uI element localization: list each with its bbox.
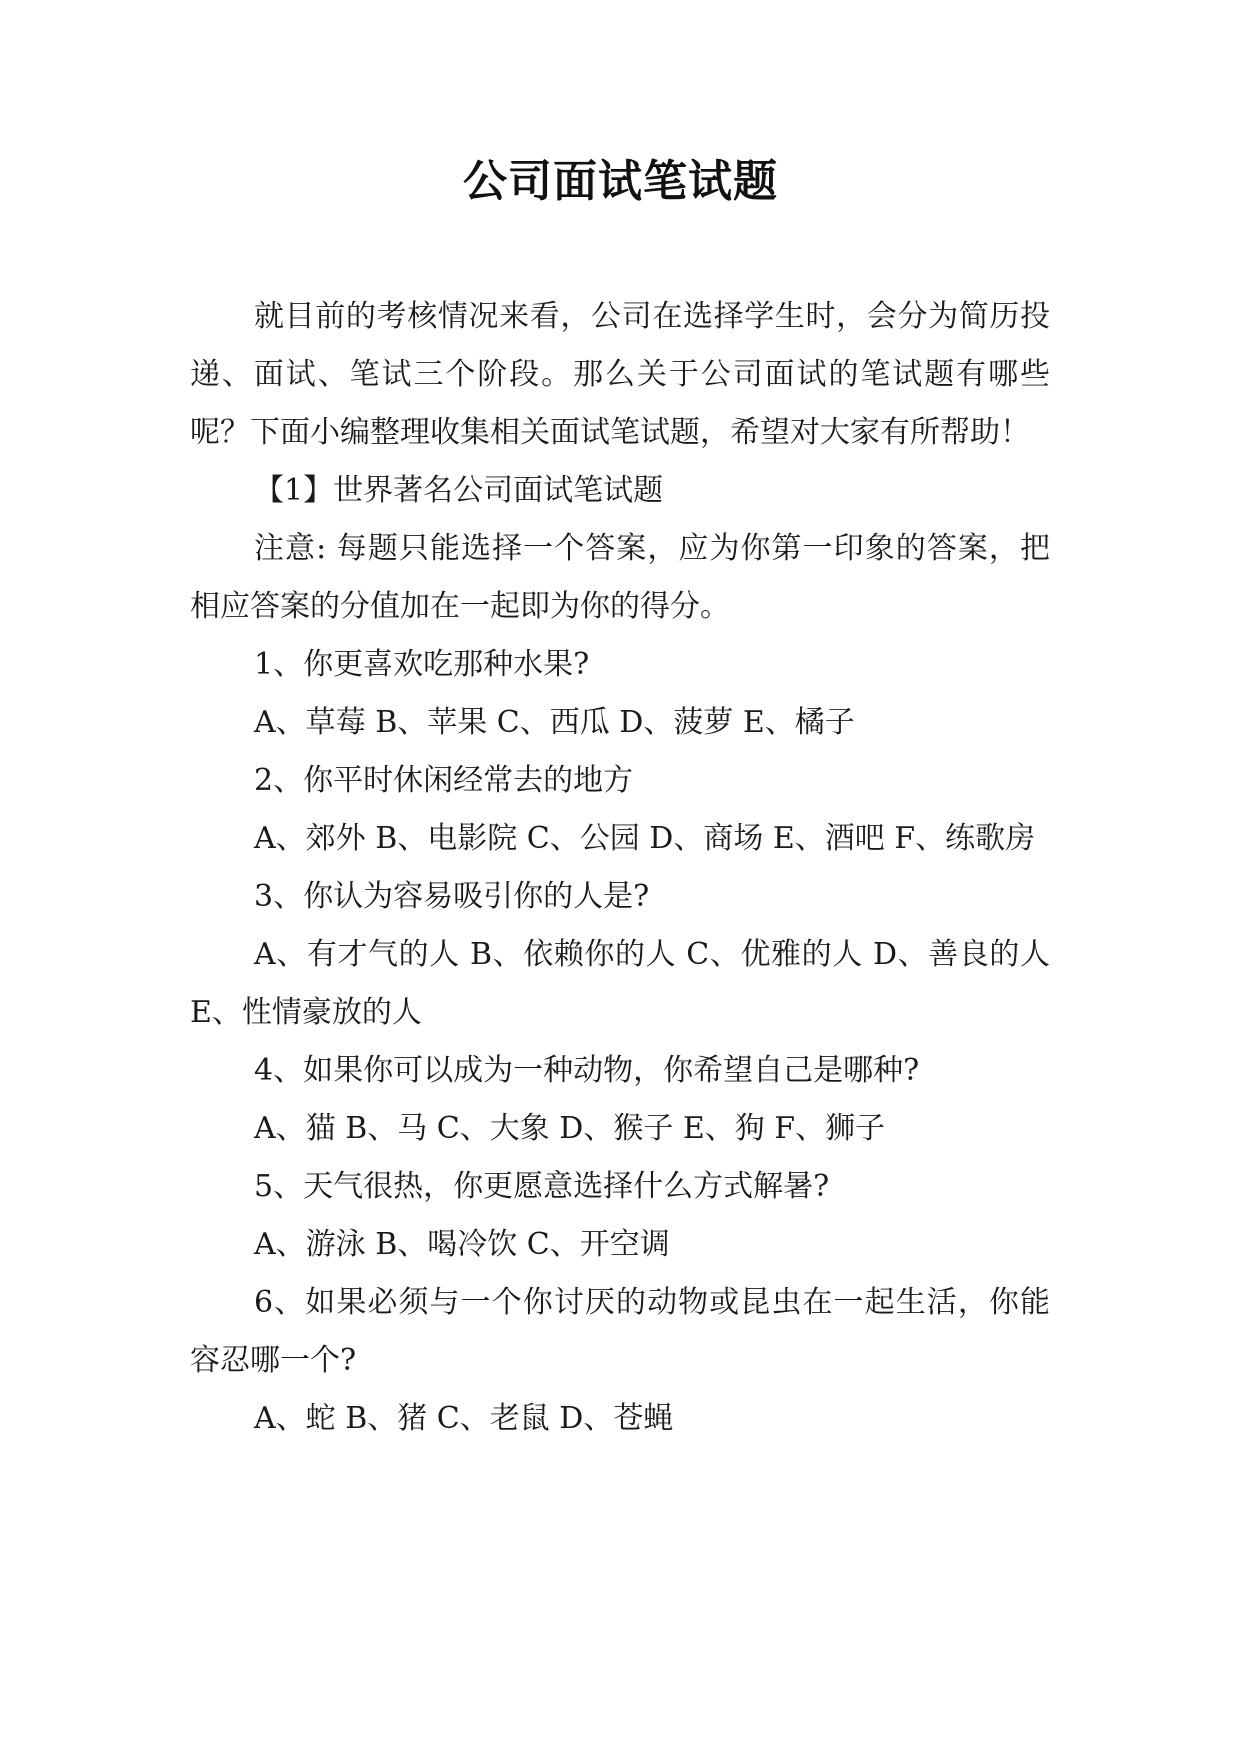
section-heading: 【1】世界著名公司面试笔试题 xyxy=(254,473,664,508)
question-6: 6、如果必须与一个你讨厌的动物或昆虫在一起生活，你能容忍哪一个? xyxy=(190,1285,1050,1378)
instructions-paragraph: 注意: 每题只能选择一个答案，应为你第一印象的答案，把相应答案的分值加在一起即为你的得分。 xyxy=(190,531,1050,624)
question-5: 5、天气很热，你更愿意选择什么方式解暑? xyxy=(254,1169,830,1204)
question-4: 4、如果你可以成为一种动物，你希望自己是哪种? xyxy=(254,1053,920,1088)
page-title: 公司面试笔试题 xyxy=(463,156,778,207)
options-2: A、郊外 B、电影院 C、公园 D、商场 E、酒吧 F、练歌房 xyxy=(254,821,1036,856)
options-5: A、游泳 B、喝冷饮 C、开空调 xyxy=(254,1227,670,1262)
options-6: A、蛇 B、猪 C、老鼠 D、苍蝇 xyxy=(254,1401,674,1436)
question-1: 1、你更喜欢吃那种水果? xyxy=(254,647,590,682)
document-body xyxy=(190,288,1050,1448)
options-1: A、草莓 B、苹果 C、西瓜 D、菠萝 E、橘子 xyxy=(254,705,855,740)
options-3: A、有才气的人 B、依赖你的人 C、优雅的人 D、善良的人 E、性情豪放的人 xyxy=(190,937,1050,1030)
question-2: 2、你平时休闲经常去的地方 xyxy=(254,763,634,798)
intro-paragraph: 就目前的考核情况来看，公司在选择学生时，会分为简历投递、面试、笔试三个阶段。那么关于公司面试的笔试题有哪些呢？下面小编整理收集相关面试笔试题，希望对大家有所帮助！ xyxy=(190,299,1050,450)
question-3: 3、你认为容易吸引你的人是? xyxy=(254,879,650,914)
options-4: A、猫 B、马 C、大象 D、猴子 E、狗 F、狮子 xyxy=(254,1111,886,1146)
